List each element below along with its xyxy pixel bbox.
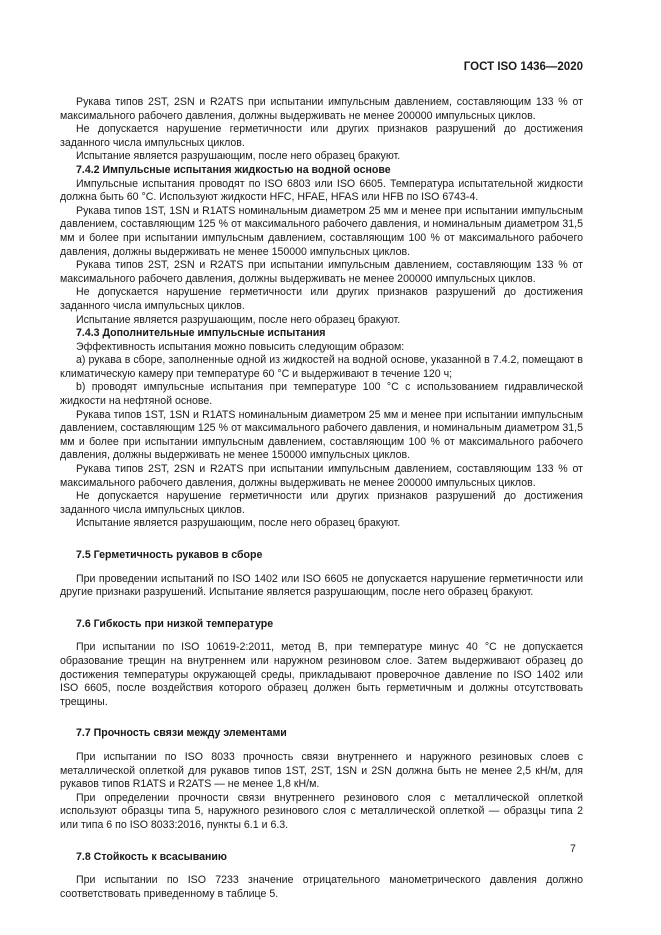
paragraph: При испытании по ISO 10619-2:2011, метод В, при температуре минус 40 °С не допускается образование трещин на внутреннем или наружном резиновом слое. Затем выдерживают образец до достижения температуры окружающей среды, прикладывают проверочное давление по ISO 1402 или ISO 6605, после воздействия которого образец должен быть герметичным и должны отсутствовать трещины. (60, 641, 583, 708)
section-heading: 7.5 Герметичность рукавов в сборе (76, 549, 263, 561)
document-header: ГОСТ ISO 1436—2020 (463, 61, 583, 73)
paragraph: Испытание является разрушающим, после него образец бракуют. (76, 150, 401, 163)
page-content (60, 96, 583, 901)
section-heading: 7.4.2 Импульсные испытания жидкостью на водной основе (76, 163, 391, 176)
paragraph: Испытание является разрушающим, после него образец бракуют. (76, 313, 401, 326)
paragraph: Рукава типов 1ST, 1SN и R1ATS номинальным диаметром 25 мм и менее при испытании импульсным давлением, составляющим 125 % от максимального рабочего давления, и номинальным диаметром 31,5 мм и более при испытании импульсным давлением, составляющим 100 % от максимального рабочего давления, должны выдерживать не менее 150000 импульсных циклов. (60, 204, 583, 258)
paragraph: Рукава типов 2ST, 2SN и R2ATS при испытании импульсным давлением, составляющим 133 % от максимального рабочего давления, должны выдерживать не менее 200000 импульсных циклов. (60, 463, 583, 489)
section-heading: 7.7 Прочность связи между элементами (76, 727, 287, 740)
paragraph: Рукава типов 2ST, 2SN и R2ATS при испытании импульсным давлением, составляющим 133 % от максимального рабочего давления, должны выдерживать не менее 200000 импульсных циклов. (60, 96, 583, 122)
page-number: 7 (570, 843, 576, 855)
paragraph: Импульсные испытания проводят по ISO 6803 или ISO 6605. Температура испытательной жидкости должна быть 60 °С. Используют жидкости HFC, HFAE, HFAS или HFB по ISO 6743-4. (60, 177, 583, 204)
paragraph: При проведении испытаний по ISO 1402 или ISO 6605 не допускается нарушение герметичности или другие признаки разрушений. Испытание является разрушающим, после него образец бракуют. (60, 572, 583, 599)
paragraph: Не допускается нарушение герметичности или других признаков разрушений до достижения заданного числа импульсных циклов. (60, 286, 583, 312)
paragraph: Эффективность испытания можно повысить следующим образом: (76, 340, 405, 353)
paragraph: Не допускается нарушение герметичности или других признаков разрушений до достижения заданного числа импульсных циклов. (60, 490, 583, 516)
paragraph: b) проводят импульсные испытания при температуре 100 °С с использованием гидравлической жидкости на нефтяной основе. (60, 381, 583, 408)
paragraph: Рукава типов 2ST, 2SN и R2ATS при испытании импульсным давлением, составляющим 133 % от максимального рабочего давления, должны выдерживать не менее 200000 импульсных циклов. (60, 259, 583, 285)
section-heading: 7.6 Гибкость при низкой температуре (76, 617, 274, 630)
paragraph: Рукава типов 1ST, 1SN и R1ATS номинальным диаметром 25 мм и менее при испытании импульсным давлением, составляющим 125 % от максимального рабочего давления, и номинальным диаметром 31,5 мм и более при испытании импульсным давлением, составляющим 100 % от максимального рабочего давления, должны выдерживать не менее 150000 импульсных циклов. (60, 408, 583, 462)
section-heading: 7.8 Стойкость к всасыванию (76, 850, 227, 863)
paragraph: Испытание является разрушающим, после него образец бракуют. (76, 517, 401, 530)
paragraph: При определении прочности связи внутреннего резинового слоя с металлической оплеткой используют образцы типа 5, наружного резинового слоя с металлической оплеткой — образцы типа 2 или типа 6 по ISO 8033:2016, пункты 6.1 и 6.3. (60, 791, 583, 831)
paragraph: При испытании по ISO 8033 прочность связи внутреннего и наружного резиновых слоев с металлической оплеткой для рукавов типов 1ST, 2ST, 1SN и 2SN должна быть не менее 2,5 кН/м, для рукавов типов R1ATS и R2ATS — не менее 1,8 кН/м. (60, 750, 583, 791)
paragraph: а) рукава в сборе, заполненные одной из жидкостей на водной основе, указанной в 7.4.2, помещают в климатическую камеру при температуре 60 °С и выдерживают в течение 120 ч; (60, 354, 583, 380)
paragraph: Не допускается нарушение герметичности или других признаков разрушений до достижения заданного числа импульсных циклов. (60, 123, 583, 149)
paragraph: При испытании по ISO 7233 значение отрицательного манометрического давления должно соответствовать приведенному в таблице 5. (60, 874, 583, 900)
section-heading: 7.4.3 Дополнительные импульсные испытания (76, 327, 326, 340)
